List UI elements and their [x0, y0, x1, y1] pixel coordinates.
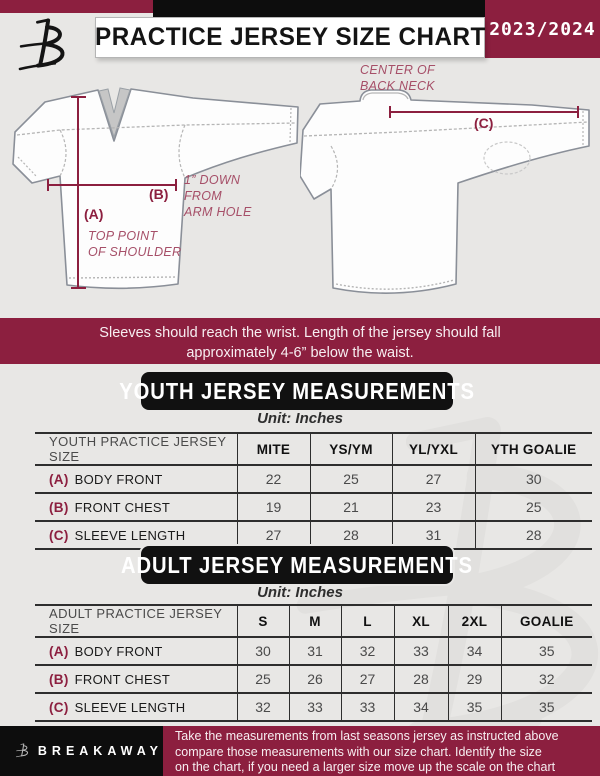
adult-unit-label: Unit: Inches: [257, 584, 343, 601]
back-jersey-illustration: [300, 88, 597, 303]
top-accent-strip-maroon: [0, 0, 153, 13]
adult-col-2xl: 2XL: [448, 605, 501, 637]
measurement-note-b: 1” DOWN FROM ARM HOLE: [184, 173, 252, 219]
youth-col-mite: MITE: [237, 433, 310, 465]
footer-note-line-2: compare those measurements with our size chart. Identify the size: [175, 744, 542, 759]
adult-col-goalie: GOALIE: [501, 605, 592, 637]
adult-size-table: [35, 604, 592, 722]
youth-unit-label: Unit: Inches: [257, 410, 343, 427]
breakaway-logo-footer-icon: [16, 737, 31, 765]
youth-table-label-header: YOUTH PRACTICE JERSEY SIZE: [49, 434, 227, 464]
adult-table-label-header: ADULT PRACTICE JERSEY SIZE: [49, 606, 223, 636]
footer-note-line-1: Take the measurements from last seasons jersey as instructed above: [175, 729, 559, 743]
footer-brand-block: [0, 726, 163, 776]
measurement-label-b: (B): [149, 186, 169, 202]
table-row: (A) BODY FRONT 30 31 32 33 34 35: [35, 637, 592, 665]
page-title: PRACTICE JERSEY SIZE CHART: [94, 23, 486, 51]
youth-col-ylyxl: YL/YXL: [392, 433, 475, 465]
adult-col-m: M: [289, 605, 341, 637]
table-row: (B) FRONT CHEST 25 26 27 28 29 32: [35, 665, 592, 693]
youth-size-table: [35, 432, 592, 550]
table-row: (C) SLEEVE LENGTH 27 28 31 28: [35, 521, 592, 549]
adult-col-l: L: [341, 605, 394, 637]
youth-table-header-row: [35, 433, 592, 465]
fit-instruction-banner: [0, 318, 600, 364]
youth-section-title: YOUTH JERSEY MEASUREMENTS: [141, 372, 453, 410]
footer-brand-name: BREAKAWAY: [37, 744, 163, 758]
measurement-note-a: TOP POINT OF SHOULDER: [88, 229, 182, 259]
banner-line-2: approximately 4-6” below the waist.: [186, 345, 414, 361]
youth-col-goalie: YTH GOALIE: [475, 433, 592, 465]
footer-note-line-3: on the chart, if you need a larger size move up the scale on the chart: [175, 760, 556, 774]
table-row: (A) BODY FRONT 22 25 27 30: [35, 465, 592, 493]
table-row: (B) FRONT CHEST 19 21 23 25: [35, 493, 592, 521]
youth-col-ysym: YS/YM: [310, 433, 392, 465]
table-row: (C) SLEEVE LENGTH 32 33 33 34 35 35: [35, 693, 592, 721]
adult-col-s: S: [237, 605, 289, 637]
top-accent-strip-black: [153, 0, 485, 18]
footer-note: [163, 726, 600, 776]
page-title-box: [95, 17, 485, 58]
adult-col-xl: XL: [394, 605, 448, 637]
jersey-measurement-diagram: [0, 60, 600, 318]
measurement-label-c: (C): [474, 115, 494, 131]
banner-line-1: Sleeves should reach the wrist. Length of the jersey should fall: [99, 325, 501, 341]
footer: [0, 726, 600, 776]
adult-table-header-row: [35, 605, 592, 637]
measurement-note-c: CENTER OF BACK NECK: [360, 63, 435, 93]
season-badge: 2023/2024: [485, 0, 600, 58]
measurement-label-a: (A): [84, 206, 104, 222]
adult-section-title: ADULT JERSEY MEASUREMENTS: [141, 546, 453, 584]
